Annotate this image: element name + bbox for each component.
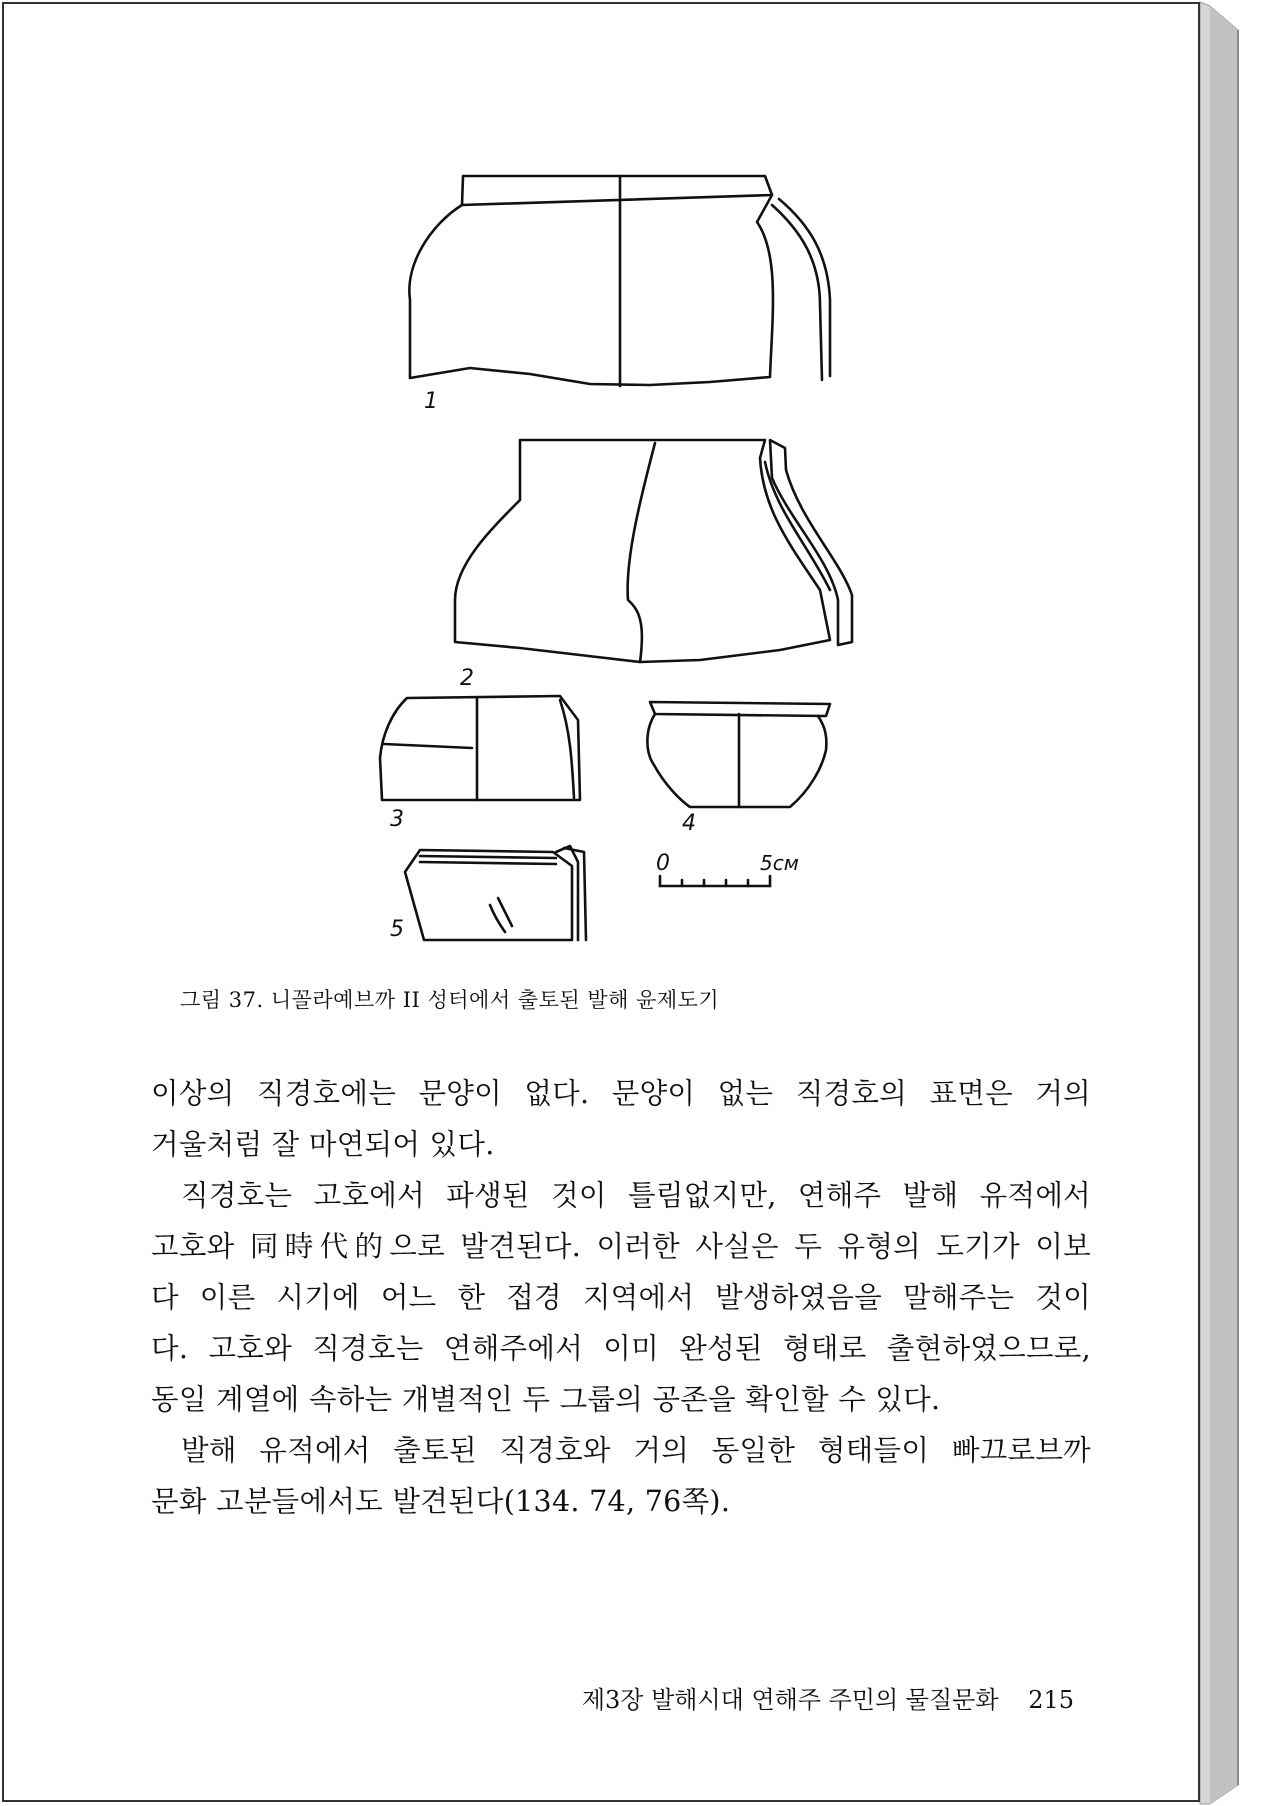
body-text	[151, 1068, 1091, 1527]
sherd-label-1: 1	[424, 389, 438, 414]
sherd-5-drawing	[405, 846, 586, 940]
text-line: 이상의 직경호에는 문양이 없다. 문양이 없는 직경호의 표면은 거의	[151, 1077, 1091, 1110]
page-number: 215	[1028, 1686, 1074, 1714]
sherd-label-3: 3	[390, 807, 404, 832]
sherd-label-4: 4	[682, 811, 696, 836]
text-line: 거울처럼 잘 마연되어 있다.	[151, 1128, 495, 1161]
sherd-2-drawing	[455, 440, 852, 662]
text-line: 발해 유적에서 출토된 직경호와 거의 동일한 형태들이 빠끄로브까	[181, 1434, 1091, 1467]
scale-end-label: 5см	[760, 851, 799, 875]
text-line: 다. 고호와 직경호는 연해주에서 이미 완성된 형태로 출현하였으므로,	[151, 1332, 1091, 1365]
sherd-3-drawing	[380, 696, 580, 800]
sherd-label-5: 5	[390, 917, 404, 942]
sherd-label-2: 2	[460, 666, 474, 691]
scale-start-label: 0	[656, 851, 670, 876]
text-line: 고호와 同時代的으로 발견된다. 이러한 사실은 두 유형의 도기가 이보	[151, 1230, 1091, 1263]
chapter-title: 제3장 발해시대 연해주 주민의 물질문화	[581, 1686, 999, 1714]
scale-bar	[660, 876, 770, 886]
sherd-4-drawing	[647, 702, 830, 807]
figure-caption: 그림 37. 니꼴라예브까 II 성터에서 출토된 발해 윤제도기	[180, 988, 720, 1012]
page-footer	[564, 1680, 1074, 1715]
sherd-1-drawing	[409, 176, 830, 386]
text-line: 직경호는 고호에서 파생된 것이 틀림없지만, 연해주 발해 유적에서	[181, 1179, 1091, 1212]
text-line: 동일 계열에 속하는 개별적인 두 그룹의 공존을 확인할 수 있다.	[151, 1383, 941, 1416]
text-line: 문화 고분들에서도 발견된다(134. 74, 76쪽).	[151, 1485, 731, 1518]
text-line: 다 이른 시기에 어느 한 접경 지역에서 발생하였음을 말해주는 것이	[151, 1281, 1091, 1314]
